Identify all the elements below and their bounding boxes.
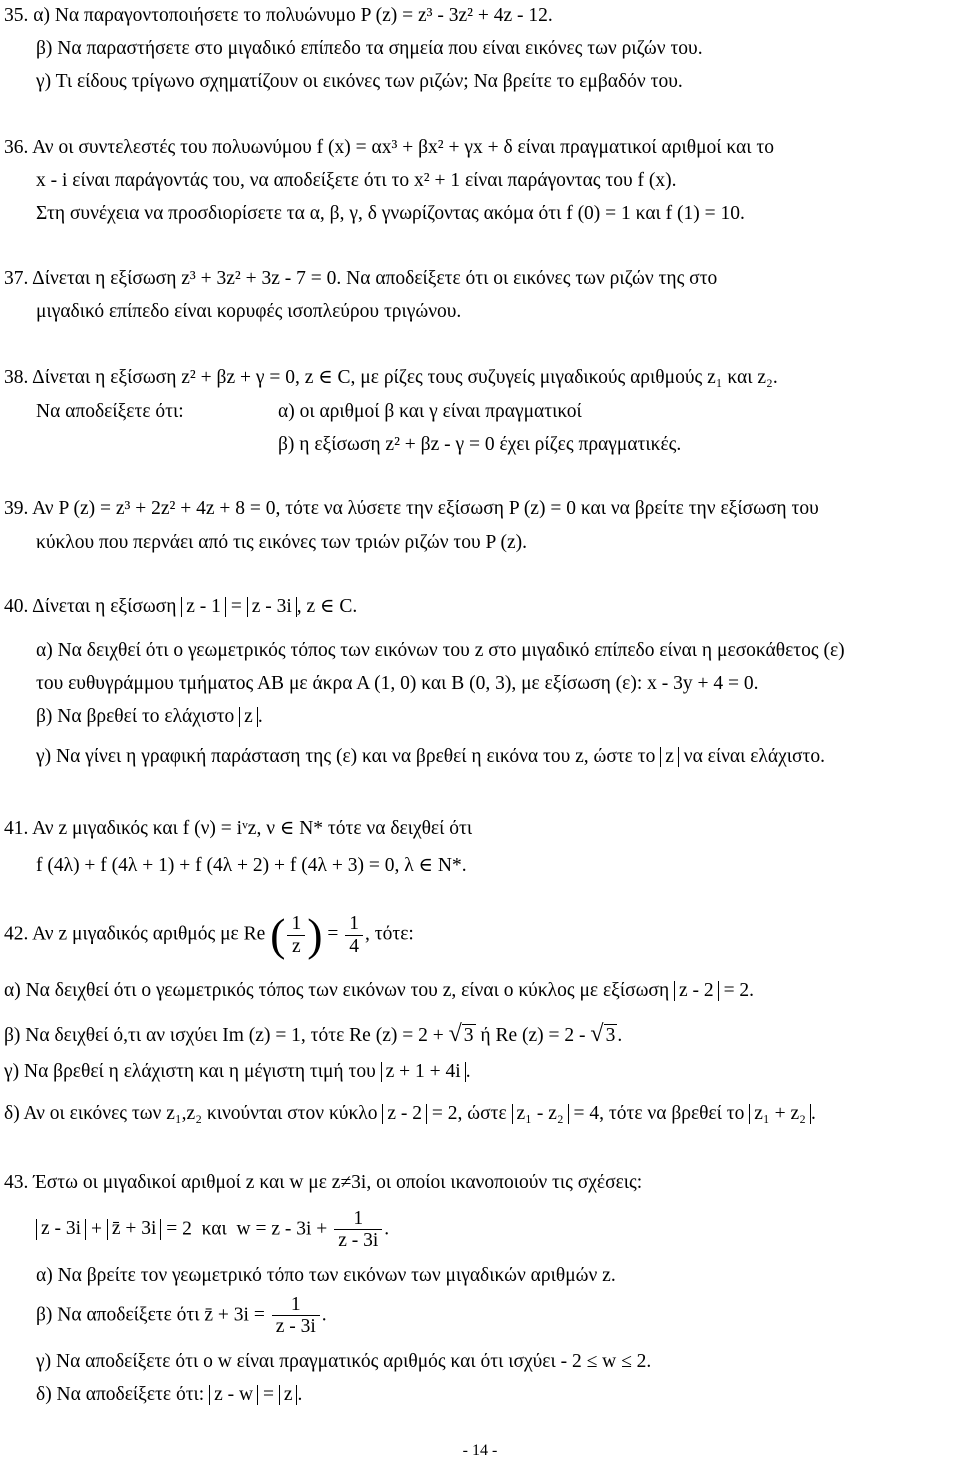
abs-z-minus-2: z - 2 (382, 1104, 427, 1124)
exercise-40-domain: , z ∈ C. (296, 596, 358, 617)
radical-icon: √ (448, 1021, 462, 1047)
fraction-denominator: z - 3i (338, 1230, 379, 1252)
exercise-42-part-c (4, 1061, 471, 1083)
abs-z1-minus-z2: z₁ - z₂ (512, 1104, 569, 1124)
exercise-43-part-c: γ) Να αποδείξετε ότι ο w είναι πραγματικός αριθμός και ότι ισχύει - 2 ≤ w ≤ 2. (36, 1351, 652, 1372)
exercise-36-line-1: 36. Αν οι συντελεστές του πολυωνύμου f (x) = αx³ + βx² + γx + δ είναι πραγματικοί αριθμοί και το (4, 137, 774, 158)
w-definition: w = z - 3i + (236, 1218, 328, 1240)
radicand: 3 (605, 1025, 616, 1046)
exercise-35-part-c: γ) Τι είδους τρίγωνο σχηματίζουν οι εικόνες των ριζών; Να βρείτε το εμβαδόν του. (36, 71, 683, 92)
period: . (321, 1304, 327, 1326)
exercise-40-part-a-line-1: α) Να δειχθεί ότι ο γεωμετρικός τόπος των εικόνων του z στο μιγαδικό επίπεδο είναι η μεσοκάθετος (ε) (36, 640, 845, 661)
exercise-40-intro: 40. Δίνεται η εξίσωση (4, 596, 177, 617)
equals-sign: = (230, 596, 242, 617)
exercise-43-part-d (36, 1384, 302, 1406)
exercise-38-part-a: α) οι αριθμοί β και γ είναι πραγματικοί (278, 401, 582, 422)
exercise-37-line-2: μιγαδικό επίπεδο είναι κορυφές ισοπλεύρου τριγώνου. (36, 301, 462, 322)
period: . (257, 706, 263, 727)
period: . (810, 1103, 816, 1124)
abs-z: z (279, 1385, 298, 1405)
exercise-40-part-c-text: γ) Να γίνει η γραφική παράσταση της (ε) και να βρεθεί η εικόνα του z, ώστε το (36, 746, 656, 767)
exercise-35-part-b: β) Να παραστήσετε στο μιγαδικό επίπεδο τα σημεία που είναι εικόνες των ριζών του. (36, 38, 703, 59)
abs-z-minus-2: z - 2 (674, 981, 719, 1001)
plus-sign: + (90, 1218, 102, 1240)
exercise-42-part-d (4, 1103, 816, 1125)
exercise-40-part-c (36, 746, 825, 768)
sqrt-3 (590, 1021, 617, 1049)
radicand: 3 (463, 1025, 474, 1046)
exercise-38-line-1: 38. Δίνεται η εξίσωση z² + βz + γ = 0, z ∈ C, με ρίζες τους συζυγείς μιγαδικούς αριθμούς z₁ και z₂. (4, 367, 778, 388)
sqrt-3 (449, 1021, 476, 1049)
fraction-numerator: 1 (334, 1208, 382, 1230)
abs-z-minus-3i: z - 3i (36, 1219, 86, 1239)
period: . (617, 1025, 623, 1046)
equals-sign: = (262, 1384, 274, 1405)
exercise-37-line-1: 37. Δίνεται η εξίσωση z³ + 3z² + 3z - 7 = 0. Να αποδείξετε ότι οι εικόνες των ριζών της στο (4, 268, 718, 289)
abs-z: z (239, 707, 258, 727)
equals-sign: = (327, 923, 339, 945)
exercise-42-part-d-text: δ) Αν οι εικόνες των z₁,z₂ κινούνται στον κύκλο (4, 1103, 378, 1124)
exercise-42-part-a (4, 980, 754, 1002)
abs-z-plus-1-plus-4i: z + 1 + 4i (381, 1062, 466, 1082)
exercise-42-intro: 42. Αν z μιγαδικός αριθμός με Re (4, 923, 266, 945)
exercise-40-part-a-line-2: του ευθυγράμμου τμήματος ΑΒ με άκρα Α (1, 0) και Β (0, 3), με εξίσωση (ε): x - 3y + 4 = 0. (36, 673, 759, 694)
abs-z-minus-1: z - 1 (181, 597, 226, 617)
period: . (384, 1218, 390, 1240)
exercise-42-part-b-text: β) Να δειχθεί ό,τι αν ισχύει Im (z) = 1, τότε Re (z) = 2 + (4, 1025, 444, 1046)
page-number: - 14 - (462, 1442, 498, 1459)
period: . (297, 1384, 303, 1405)
fraction-numerator: 1 (345, 913, 363, 935)
fraction-numerator: 1 (272, 1294, 320, 1316)
exercise-43-part-d-text: δ) Να αποδείξετε ότι: (36, 1384, 205, 1405)
exercise-41-line-1: 41. Αν z μιγαδικός και f (ν) = iᵛz, ν ∈ N* τότε να δειχθεί ότι (4, 818, 473, 839)
abs-z-minus-w: z - w (209, 1385, 258, 1405)
exercise-43-relations (36, 1208, 389, 1252)
abs-z-minus-3i: z - 3i (247, 597, 297, 617)
fraction-denominator: z - 3i (275, 1316, 316, 1338)
exercise-38-prompt: Να αποδείξετε ότι: (36, 401, 184, 422)
exercise-42-part-c-text: γ) Να βρεθεί η ελάχιστη και η μέγιστη τιμή του (4, 1061, 376, 1082)
exercise-43-part-b (36, 1294, 327, 1338)
exercise-43-part-b-text: β) Να αποδείξετε ότι (36, 1304, 200, 1326)
abs-z1-plus-z2: z₁ + z₂ (749, 1104, 811, 1124)
fraction-denominator: 4 (349, 935, 360, 957)
exercise-42-part-d-text-2: = 2, ώστε (431, 1103, 507, 1124)
exercise-42-part-a-text: α) Να δειχθεί ότι ο γεωμετρικός τόπος των εικόνων του z, είναι ο κύκλος με εξίσωση (4, 980, 670, 1001)
zbar-plus-3i: z̄ + 3i = (204, 1304, 265, 1326)
exercise-42-line-1 (4, 909, 414, 960)
exercise-40-part-b (36, 706, 263, 728)
exercise-40-part-c-end: να είναι ελάχιστο. (683, 746, 825, 767)
fraction-numerator: 1 (287, 913, 305, 935)
exercise-42-part-a-end: = 2. (723, 980, 755, 1001)
exercise-40-part-b-text: β) Να βρεθεί το ελάχιστο (36, 706, 235, 727)
exercise-41-line-2: f (4λ) + f (4λ + 1) + f (4λ + 2) + f (4λ + 3) = 0, λ ∈ N*. (36, 855, 467, 876)
exercise-38-part-b: β) η εξίσωση z² + βz - γ = 0 έχει ρίζες πραγματικές. (278, 434, 682, 455)
right-paren-icon: ) (307, 909, 323, 960)
period: . (465, 1061, 471, 1082)
exercise-42-then: , τότε: (365, 923, 414, 945)
exercise-36-line-2: x - i είναι παράγοντάς του, να αποδείξετε ότι το x² + 1 είναι παράγοντας του f (x). (36, 170, 677, 191)
exercise-40-line-1 (4, 596, 357, 618)
exercise-42-part-d-text-3: = 4, τότε να βρεθεί το (573, 1103, 745, 1124)
equals-two: = 2 (166, 1218, 192, 1240)
radical-icon: √ (590, 1021, 604, 1047)
exercise-42-part-b (4, 1021, 622, 1049)
fraction-denominator: z (292, 935, 301, 957)
and-word: και (201, 1218, 227, 1240)
exercise-42-part-b-or: ή Re (z) = 2 - (480, 1025, 586, 1046)
fraction-1-over-z-minus-3i (334, 1208, 382, 1252)
exercise-35-part-a: 35. α) Να παραγοντοποιήσετε το πολυώνυμο P (z) = z³ - 3z² + 4z - 12. (4, 5, 553, 26)
abs-zbar-plus-3i: z̄ + 3i (107, 1219, 162, 1239)
fraction-1-over-z (287, 913, 305, 957)
exercise-43-part-a: α) Να βρείτε τον γεωμετρικό τόπο των εικόνων των μιγαδικών αριθμών z. (36, 1265, 616, 1286)
fraction-1-over-z-minus-3i (272, 1294, 320, 1338)
exercise-39-line-2: κύκλου που περνάει από τις εικόνες των τριών ριζών του P (z). (36, 532, 528, 553)
exercise-43-line-1: 43. Έστω οι μιγαδικοί αριθμοί z και w με z≠3i, οι οποίοι ικανοποιούν τις σχέσεις: (4, 1172, 643, 1193)
exercise-39-line-1: 39. Αν P (z) = z³ + 2z² + 4z + 8 = 0, τότε να λύσετε την εξίσωση P (z) = 0 και να βρείτε την εξίσωση του (4, 498, 819, 519)
abs-z: z (660, 747, 679, 767)
fraction-1-over-4 (345, 913, 363, 957)
exercise-36-line-3: Στη συνέχεια να προσδιορίσετε τα α, β, γ, δ γνωρίζοντας ακόμα ότι f (0) = 1 και f (1) = 10. (36, 203, 745, 224)
left-paren-icon: ( (270, 909, 286, 960)
